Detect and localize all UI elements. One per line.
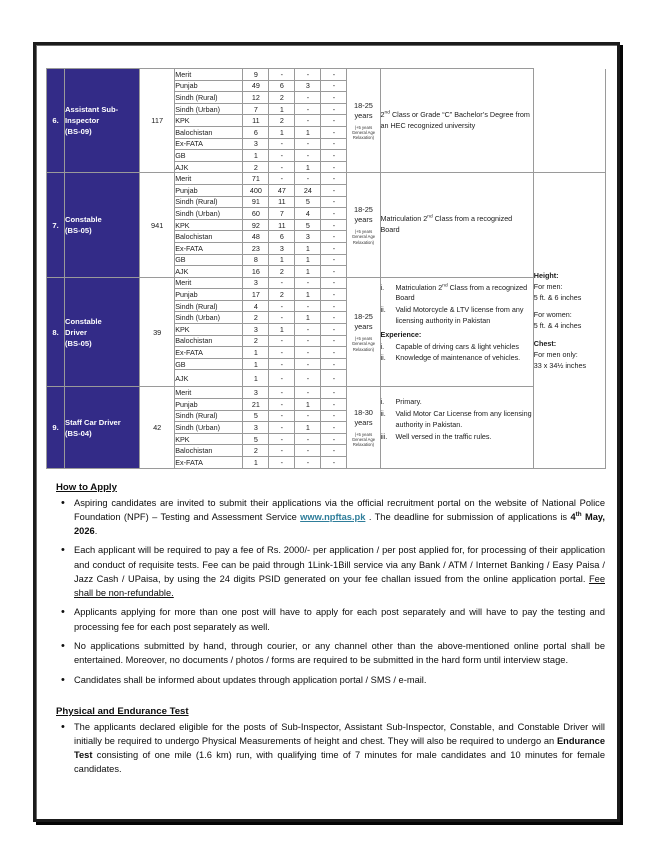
item-text: Capable of driving cars & light vehicles xyxy=(395,341,519,351)
quota-female: 1 xyxy=(269,324,295,336)
npftas-website-link[interactable]: www.npftas.pk xyxy=(300,511,366,522)
quota-female: - xyxy=(269,69,295,81)
quota-label: Merit xyxy=(175,69,243,81)
quota-minority: - xyxy=(295,115,321,127)
quota-male: 2 xyxy=(243,335,269,347)
quota-male: 23 xyxy=(243,242,269,254)
document-content xyxy=(46,68,607,782)
quota-male: 2 xyxy=(243,445,269,457)
row-age-limit xyxy=(347,277,380,387)
quota-male: 1 xyxy=(243,457,269,469)
quota-disabled: - xyxy=(321,399,347,411)
quota-male: 91 xyxy=(243,196,269,208)
qualification-text-r7: Class from a recognized Board xyxy=(380,214,513,235)
list-item xyxy=(381,283,533,305)
quota-disabled: - xyxy=(321,173,347,185)
quota-disabled: - xyxy=(321,324,347,336)
quota-disabled: - xyxy=(321,115,347,127)
quota-minority: 5 xyxy=(295,219,321,231)
quota-label: Balochistan xyxy=(175,335,243,347)
quota-minority: - xyxy=(295,277,321,289)
quota-male: 17 xyxy=(243,289,269,301)
quota-female: - xyxy=(269,138,295,150)
quota-female: - xyxy=(269,410,295,422)
height-men-value: 5 ft. & 6 inches xyxy=(533,293,582,303)
quota-male: 1 xyxy=(243,347,269,359)
bullet-text-1a: Aspiring candidates are invited to submit their applications via the official recruitment portal on the website of National Police Foundation (NPF) – Testing and Assessment Service xyxy=(74,497,605,522)
quota-minority: - xyxy=(295,173,321,185)
quota-minority: 1 xyxy=(295,312,321,324)
item-text: Valid Motorcycle & LTV license from any licensing authority in Pakistan xyxy=(395,305,524,326)
quota-disabled: - xyxy=(321,266,347,278)
table-row xyxy=(47,173,606,185)
quota-male: 9 xyxy=(243,69,269,81)
quota-female: - xyxy=(269,335,295,347)
how-to-apply-list xyxy=(46,496,607,688)
quota-minority: - xyxy=(295,370,321,387)
how-to-apply-section xyxy=(46,482,607,688)
quota-disabled: - xyxy=(321,433,347,445)
quota-disabled: - xyxy=(321,387,347,399)
quota-male: 11 xyxy=(243,115,269,127)
quota-label: KPK xyxy=(175,324,243,336)
fee-non-refundable-note: Fee shall be non-refundable. xyxy=(74,573,605,598)
quota-minority: 1 xyxy=(295,126,321,138)
quota-female: 47 xyxy=(269,184,295,196)
quota-male: 400 xyxy=(243,184,269,196)
post-scale: (BS-05) xyxy=(65,338,92,348)
quota-minority: - xyxy=(295,387,321,399)
quota-male: 21 xyxy=(243,399,269,411)
deadline-day: 4 xyxy=(570,511,576,522)
quota-minority: 1 xyxy=(295,266,321,278)
quota-disabled: - xyxy=(321,358,347,370)
quota-female: - xyxy=(269,347,295,359)
quota-label: KPK xyxy=(175,219,243,231)
quota-male: 8 xyxy=(243,254,269,266)
quota-minority: - xyxy=(295,347,321,359)
quota-female: - xyxy=(269,150,295,162)
age-unit: years xyxy=(354,215,373,225)
quota-female: - xyxy=(269,161,295,173)
quota-minority: 1 xyxy=(295,161,321,173)
list-item xyxy=(74,720,607,777)
quota-disabled: - xyxy=(321,103,347,115)
row-post-name xyxy=(65,173,140,277)
quota-male: 3 xyxy=(243,277,269,289)
endurance-test-label: Endurance Test xyxy=(74,735,605,760)
list-item xyxy=(74,543,607,600)
quota-male: 3 xyxy=(243,387,269,399)
list-item: • Applicants applying for more than one post will have to apply for each post separately and will have to pay the testing and processing fee for each post separately as well. xyxy=(74,605,607,633)
quota-male: 5 xyxy=(243,433,269,445)
quota-disabled: - xyxy=(321,370,347,387)
quota-minority: 4 xyxy=(295,208,321,220)
row-post-name xyxy=(65,387,140,468)
row-age-limit xyxy=(347,387,380,468)
physical-text-a: The applicants declared eligible for the posts of Sub-Inspector, Assistant Sub-Inspector, Constable, and Constable Driver will initially be required to undergo Physical Measurements of height and chest. They will also be required to undergo an xyxy=(74,721,605,746)
how-to-apply-heading: How to Apply xyxy=(56,481,117,493)
quota-label: Sindh (Urban) xyxy=(175,312,243,324)
quota-female: 1 xyxy=(269,103,295,115)
list-item xyxy=(381,305,533,327)
quota-male: 3 xyxy=(243,422,269,434)
quota-disabled: - xyxy=(321,161,347,173)
physical-text-b: consisting of one mile (1.6 km) run, with qualifying time of 7 minutes for male candidates and 10 minutes for female candidates. xyxy=(74,749,605,774)
quota-minority: 1 xyxy=(295,289,321,301)
quota-male: 71 xyxy=(243,173,269,185)
deadline-month-year: May, 2026 xyxy=(74,511,605,536)
quota-female: 2 xyxy=(269,289,295,301)
quota-male: 3 xyxy=(243,138,269,150)
quota-disabled: - xyxy=(321,335,347,347)
quota-minority: - xyxy=(295,358,321,370)
item-text: Knowledge of maintenance of vehicles. xyxy=(395,353,521,363)
quota-disabled: - xyxy=(321,312,347,324)
post-title-line1: Assistant Sub- xyxy=(65,105,119,115)
quota-disabled: - xyxy=(321,231,347,243)
item-number: iii. xyxy=(380,431,388,441)
quota-female: 2 xyxy=(269,115,295,127)
bullet-text-1b: . The deadline for submission of applications is xyxy=(365,511,571,522)
qualification-list xyxy=(381,397,533,442)
quota-disabled: - xyxy=(321,277,347,289)
item-number: i. xyxy=(380,282,385,292)
quota-female: - xyxy=(269,358,295,370)
height-women-value: 5 ft. & 4 inches xyxy=(533,321,582,331)
quota-minority: - xyxy=(295,410,321,422)
vacancies-table xyxy=(46,68,606,469)
quota-disabled: - xyxy=(321,242,347,254)
item-number: i. xyxy=(380,341,385,351)
row-serial-number: 8. xyxy=(47,277,65,387)
list-item: • No applications submitted by hand, through courier, or any channel other than the above-mentioned online portal shall be entertained. Moreover, no documents / photos / forms are required to be submitted in the hard form until interview stage. xyxy=(74,639,607,667)
quota-label: Sindh (Urban) xyxy=(175,103,243,115)
row-age-limit xyxy=(347,173,380,277)
post-title-line1: Staff Car Driver xyxy=(65,417,121,427)
item-number: i. xyxy=(380,397,385,407)
quota-minority: - xyxy=(295,457,321,469)
age-unit: years xyxy=(354,110,373,120)
quota-disabled: - xyxy=(321,422,347,434)
quota-label: Ex-FATA xyxy=(175,457,243,469)
quota-label: Punjab xyxy=(175,289,243,301)
table-row xyxy=(47,277,606,289)
age-unit: years xyxy=(354,417,373,427)
row-serial-number: 7. xyxy=(47,173,65,277)
quota-label: Balochistan xyxy=(175,126,243,138)
post-title-line2: Inspector xyxy=(65,116,100,126)
age-range: 18-25 xyxy=(354,205,373,215)
quota-female: 7 xyxy=(269,208,295,220)
item-text: Primary. xyxy=(395,397,422,407)
bullet-text-1c: . xyxy=(94,525,98,536)
section-spacer xyxy=(46,693,607,706)
quota-disabled: - xyxy=(321,150,347,162)
age-relaxation-note: (+5 years General Age Relaxation) xyxy=(351,431,376,448)
list-item xyxy=(381,353,533,364)
quota-minority: - xyxy=(295,103,321,115)
table-row xyxy=(47,69,606,81)
quota-minority: - xyxy=(295,300,321,312)
quota-minority: 3 xyxy=(295,80,321,92)
quota-label: GB xyxy=(175,358,243,370)
quota-minority: - xyxy=(295,138,321,150)
quota-female: - xyxy=(269,433,295,445)
quota-minority: - xyxy=(295,92,321,104)
age-relaxation-note: (+5 years General Age Relaxation) xyxy=(351,229,376,245)
quota-male: 1 xyxy=(243,358,269,370)
quota-minority: - xyxy=(295,150,321,162)
quota-disabled: - xyxy=(321,289,347,301)
quota-disabled: - xyxy=(321,347,347,359)
quota-label: AJK xyxy=(175,266,243,278)
quota-female: 6 xyxy=(269,80,295,92)
quota-label: Sindh (Rural) xyxy=(175,410,243,422)
quota-female: - xyxy=(269,370,295,387)
qualification-list xyxy=(381,283,533,327)
age-range: 18-30 xyxy=(354,407,373,417)
quota-female: 3 xyxy=(269,242,295,254)
physical-standards-empty-r6 xyxy=(533,69,605,173)
physical-test-heading: Physical and Endurance Test xyxy=(56,705,189,717)
quota-female: - xyxy=(269,399,295,411)
chest-label: Chest: xyxy=(533,338,557,348)
quota-male: 1 xyxy=(243,150,269,162)
deadline-ordinal: th xyxy=(575,510,582,518)
quota-female: - xyxy=(269,300,295,312)
item-text: Well versed in the traffic rules. xyxy=(395,431,492,441)
post-title-line1: Constable xyxy=(65,316,102,326)
quota-female: - xyxy=(269,457,295,469)
quota-minority: - xyxy=(295,335,321,347)
height-men-label: For men: xyxy=(533,282,563,291)
experience-list xyxy=(381,342,533,365)
item-number: ii. xyxy=(380,305,386,315)
quota-label: AJK xyxy=(175,370,243,387)
list-item xyxy=(381,397,533,408)
row-qualification xyxy=(380,277,533,387)
post-title-line2: Driver xyxy=(65,327,87,337)
quota-label: Punjab xyxy=(175,80,243,92)
quota-label: GB xyxy=(175,150,243,162)
quota-minority: 5 xyxy=(295,196,321,208)
row-serial-number: 6. xyxy=(47,69,65,173)
list-item xyxy=(74,496,607,538)
quota-disabled: - xyxy=(321,92,347,104)
quota-male: 4 xyxy=(243,300,269,312)
row-vacancies: 39 xyxy=(140,277,175,387)
item-text: Valid Motor Car License from any licensing authority in Pakistan. xyxy=(395,409,532,430)
quota-minority: - xyxy=(295,69,321,81)
quota-disabled: - xyxy=(321,196,347,208)
quota-label: Sindh (Urban) xyxy=(175,208,243,220)
quota-label: Merit xyxy=(175,387,243,399)
quota-disabled: - xyxy=(321,300,347,312)
post-scale: (BS-04) xyxy=(65,428,92,438)
quota-label: Ex-FATA xyxy=(175,347,243,359)
quota-male: 6 xyxy=(243,126,269,138)
quota-male: 7 xyxy=(243,103,269,115)
quota-label: Punjab xyxy=(175,399,243,411)
quota-female: 2 xyxy=(269,266,295,278)
quota-disabled: - xyxy=(321,80,347,92)
quota-label: Ex-FATA xyxy=(175,242,243,254)
quota-male: 48 xyxy=(243,231,269,243)
quota-female: - xyxy=(269,312,295,324)
quota-male: 60 xyxy=(243,208,269,220)
quota-disabled: - xyxy=(321,445,347,457)
row-post-name xyxy=(65,69,140,173)
quota-male: 2 xyxy=(243,312,269,324)
list-item: • Candidates shall be informed about updates through application portal / SMS / e-mail. xyxy=(74,673,607,687)
row-vacancies: 117 xyxy=(140,69,175,173)
quota-female: - xyxy=(269,445,295,457)
age-relaxation-note: (+5 years General Age Relaxation) xyxy=(351,124,376,141)
quota-disabled: - xyxy=(321,219,347,231)
item-number: ii. xyxy=(380,409,386,419)
physical-standards xyxy=(533,173,605,468)
experience-heading: Experience: xyxy=(380,329,422,339)
list-item xyxy=(381,432,533,443)
quota-male: 3 xyxy=(243,324,269,336)
height-label: Height: xyxy=(533,270,559,280)
quota-label: Sindh (Rural) xyxy=(175,196,243,208)
quota-male: 49 xyxy=(243,80,269,92)
quota-female: 11 xyxy=(269,219,295,231)
quota-male: 12 xyxy=(243,92,269,104)
quota-female: - xyxy=(269,173,295,185)
quota-male: 92 xyxy=(243,219,269,231)
post-scale: (BS-05) xyxy=(65,226,92,236)
item-number: ii. xyxy=(380,353,386,363)
age-unit: years xyxy=(354,322,373,332)
row-qualification: Matriculation 2nd Class from a recognized Board xyxy=(380,173,533,277)
chest-men-label: For men only: xyxy=(533,349,578,359)
quota-label: Sindh (Urban) xyxy=(175,422,243,434)
quota-minority: - xyxy=(295,445,321,457)
quota-label: AJK xyxy=(175,161,243,173)
quota-minority: - xyxy=(295,324,321,336)
age-range: 18-25 xyxy=(354,100,373,110)
list-item xyxy=(381,342,533,353)
physical-endurance-section xyxy=(46,706,607,777)
quota-label: KPK xyxy=(175,433,243,445)
quota-disabled: - xyxy=(321,254,347,266)
row-vacancies: 42 xyxy=(140,387,175,468)
qualification-text-r6: Class or Grade “C” Bachelor’s Degree from an HEC recognized university xyxy=(380,109,530,130)
list-item xyxy=(381,409,533,431)
quota-minority: 3 xyxy=(295,231,321,243)
post-title-line1: Constable xyxy=(65,215,102,225)
item-text: Matriculation 2nd Class from a recognized Board xyxy=(395,282,528,303)
quota-male: 5 xyxy=(243,410,269,422)
chest-value: 33 x 34½ inches xyxy=(533,360,587,370)
quota-male: 1 xyxy=(243,370,269,387)
row-qualification xyxy=(380,387,533,468)
row-age-limit xyxy=(347,69,380,173)
quota-label: Punjab xyxy=(175,184,243,196)
quota-minority: 1 xyxy=(295,242,321,254)
quota-label: GB xyxy=(175,254,243,266)
quota-female: 2 xyxy=(269,92,295,104)
quota-label: Ex-FATA xyxy=(175,138,243,150)
quota-label: KPK xyxy=(175,115,243,127)
row-serial-number: 9. xyxy=(47,387,65,468)
quota-disabled: - xyxy=(321,126,347,138)
row-post-name xyxy=(65,277,140,387)
bullet-text-2a: Each applicant will be required to pay a fee of Rs. 2000/- per application / per post applied for, for processing of their application and conduct of requisite tests. Fee can be paid through 1Link-1Bill service via any Bank / ATM / Internet Banking / Easy Paisa / Jazz Cash / UPaisa, by using the 24 digits PSID generated on your fee challan issued from the online application portal. xyxy=(74,545,605,584)
row-vacancies: 941 xyxy=(140,173,175,277)
spacer xyxy=(534,332,605,338)
quota-female: - xyxy=(269,422,295,434)
quota-female: 11 xyxy=(269,196,295,208)
quota-female: - xyxy=(269,387,295,399)
table-body xyxy=(47,69,606,469)
quota-label: Merit xyxy=(175,173,243,185)
quota-label: Sindh (Rural) xyxy=(175,300,243,312)
table-row xyxy=(47,387,606,399)
quota-minority: 1 xyxy=(295,422,321,434)
quota-minority: - xyxy=(295,433,321,445)
quota-minority: 24 xyxy=(295,184,321,196)
height-women-label: For women: xyxy=(533,310,572,320)
quota-female: 1 xyxy=(269,126,295,138)
age-relaxation-note: (+5 years General Age Relaxation) xyxy=(351,336,376,352)
age-range: 18-25 xyxy=(354,312,373,322)
quota-female: 6 xyxy=(269,231,295,243)
quota-male: 2 xyxy=(243,161,269,173)
quota-disabled: - xyxy=(321,184,347,196)
post-scale: (BS-09) xyxy=(65,127,92,137)
spacer xyxy=(534,303,605,309)
quota-disabled: - xyxy=(321,410,347,422)
quota-disabled: - xyxy=(321,138,347,150)
quota-disabled: - xyxy=(321,69,347,81)
quota-disabled: - xyxy=(321,208,347,220)
quota-label: Balochistan xyxy=(175,231,243,243)
quota-minority: 1 xyxy=(295,254,321,266)
quota-female: 1 xyxy=(269,254,295,266)
quota-label: Merit xyxy=(175,277,243,289)
quota-label: Sindh (Rural) xyxy=(175,92,243,104)
physical-test-list xyxy=(46,720,607,777)
quota-minority: 1 xyxy=(295,399,321,411)
quota-female: - xyxy=(269,277,295,289)
quota-label: Balochistan xyxy=(175,445,243,457)
row-qualification: 2nd Class or Grade “C” Bachelor’s Degree from an HEC recognized university xyxy=(380,69,533,173)
quota-disabled: - xyxy=(321,457,347,469)
quota-male: 16 xyxy=(243,266,269,278)
